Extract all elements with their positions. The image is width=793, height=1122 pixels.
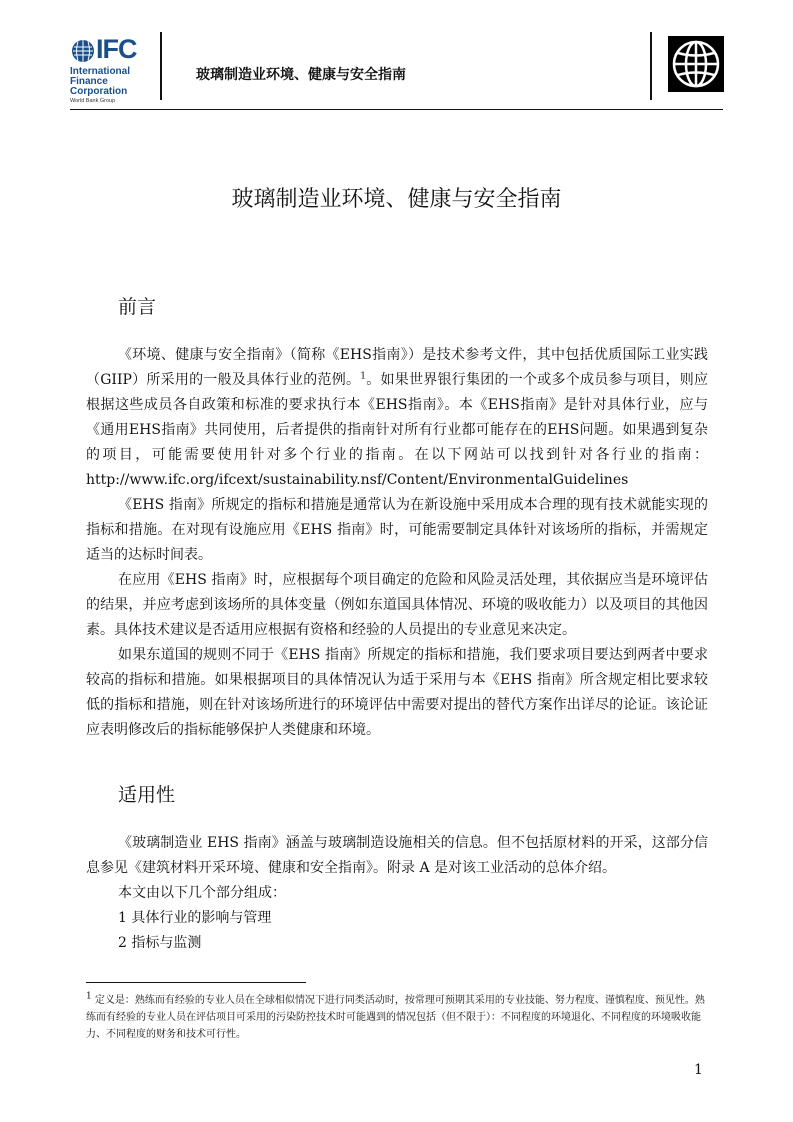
header-divider-right <box>650 32 652 100</box>
page-number: 1 <box>694 1062 703 1078</box>
ifc-logo-line-3: Corporation <box>70 86 128 97</box>
footnote-rule <box>86 982 306 983</box>
footnote-reference: 1 <box>360 371 366 382</box>
preface-paragraph-4: 如果东道国的规则不同于《EHS 指南》所规定的指标和措施，我们要求项目要达到两者中要求较高的指标和措施。如果根据项目的具体情况认为适于采用与本《EHS 指南》所含规定相比要求较低的指标和措施，则在针对该场所进行的环境评估中需要对提出的替代方案作出详尽的论证。该论证应表明修改后的指标能够保护人类健康和环境。 <box>86 647 708 738</box>
preface-p1-text-b: 。如果世界银行集团的一个或多个成员参与项目，则应根据这些成员各自政策和标准的要求执行本《EHS指南》。本《EHS指南》是针对具体行业，应与《通用EHS指南》共同使用，后者提供的指南针对所有行业都可能存在的EHS问题。如果遇到复杂的项目，可能需要使用针对多个行业的指南。在以下网站可以找到针对各行业的指南：http://www.ifc.org/ifcext/sustainability.nsf/Content/EnvironmentalGuidelines <box>86 372 708 488</box>
section-heading-scope: 适用性 <box>118 784 176 806</box>
ifc-logo <box>70 34 150 104</box>
footnote <box>86 992 708 1043</box>
running-header-title: 玻璃制造业环境、健康与安全指南 <box>196 67 406 83</box>
document-title: 玻璃制造业环境、健康与安全指南 <box>231 187 562 212</box>
ifc-logo-line-1: International <box>70 66 131 77</box>
scope-list-item-1: 1 具体行业的影响与管理 <box>118 910 272 926</box>
scope-paragraph-1: 《玻璃制造业 EHS 指南》涵盖与玻璃制造设施相关的信息。但不包括原材料的开采，这部分信息参见《建筑材料开采环境、健康和安全指南》。附录 A 是对该工业活动的总体介绍。 <box>86 835 708 876</box>
preface-p1-text-a: 《环境、健康与安全指南》（简称《EHS指南》）是技术参考文件，其中包括优质国际工业实践（GIIP）所采用的一般及具体行业的范例。 <box>86 347 708 388</box>
ifc-logo-line-2: Finance <box>70 76 108 87</box>
preface-body <box>86 343 708 743</box>
preface-paragraph-1 <box>86 343 708 493</box>
footnote-mark: 1 <box>86 991 92 1002</box>
header-rule <box>70 109 723 110</box>
ifc-logo-wordmark: IFC <box>96 34 137 64</box>
ifc-logo-subtitle: World Bank Group <box>70 98 116 104</box>
footnote-text: 定义是：熟练而有经验的专业人员在全球相似情况下进行同类活动时，按常理可预期其采用的专业技能、努力程度、谨慎程度、预见性。熟练而有经验的专业人员在评估项目可采用的污染防控技术时可能遇到的情况包括（但不限于）：不同程度的环境退化、不同程度的环境吸收能力、不同程度的财务和技术可行性。 <box>86 995 705 1040</box>
section-heading-preface: 前言 <box>118 296 157 318</box>
world-bank-globe-icon <box>668 36 724 92</box>
scope-paragraph-2: 本文由以下几个部分组成： <box>118 885 286 901</box>
preface-paragraph-3: 在应用《EHS 指南》时，应根据每个项目确定的危险和风险灵活处理，其依据应当是环境评估的结果，并应考虑到该场所的具体变量（例如东道国具体情况、环境的吸收能力）以及项目的其他因素。具体技术建议是否适用应根据有资格和经验的人员提出的专业意见来决定。 <box>86 572 708 638</box>
preface-paragraph-2: 《EHS 指南》所规定的指标和措施是通常认为在新设施中采用成本合理的现有技术就能实现的指标和措施。在对现有设施应用《EHS 指南》时，可能需要制定具体针对该场所的指标，并需规定适当的达标时间表。 <box>86 497 708 563</box>
scope-body <box>86 831 708 956</box>
scope-list-item-2: 2 指标与监测 <box>118 935 202 951</box>
header-divider-left <box>160 32 162 100</box>
ifc-globe-icon <box>70 38 96 64</box>
